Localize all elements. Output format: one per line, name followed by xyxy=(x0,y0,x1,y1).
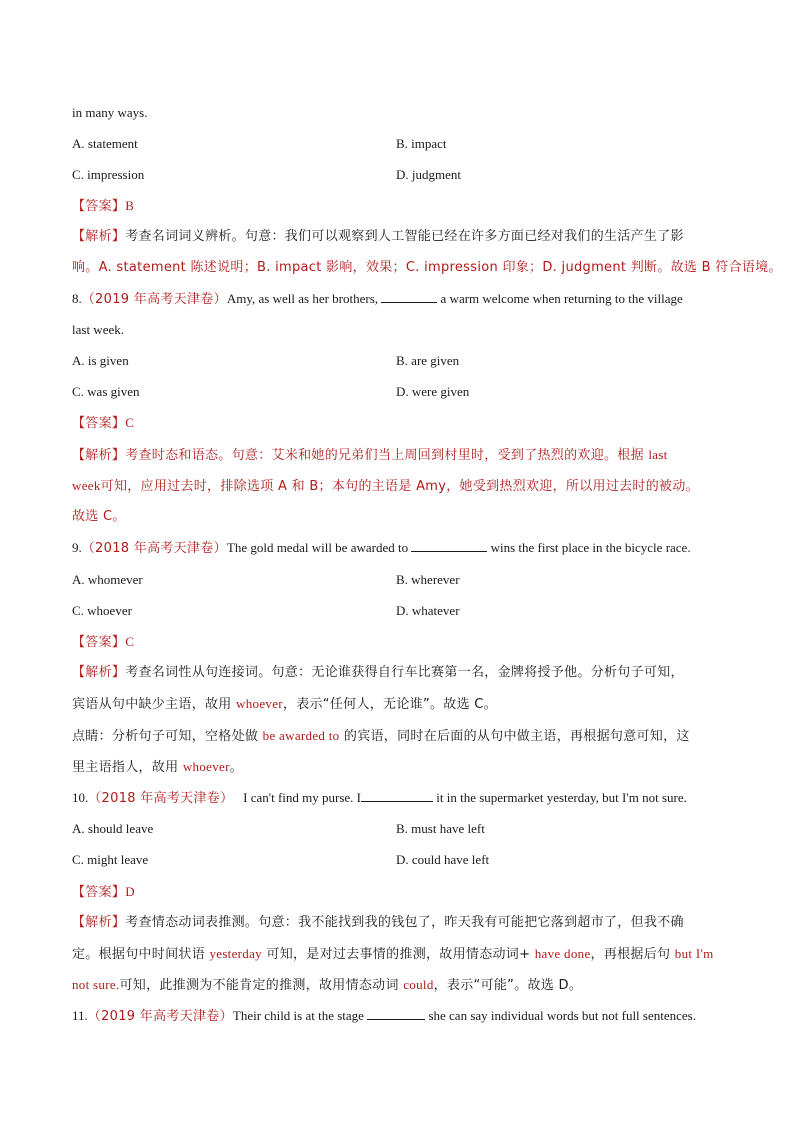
tip-text: 里主语指人，故用 xyxy=(72,760,179,775)
analysis-label: 【解析】 xyxy=(72,915,126,930)
answer-blank xyxy=(381,290,437,303)
analysis-text: ，再根据后句 xyxy=(590,947,671,962)
analysis-keyword: not sure. xyxy=(72,977,120,992)
answer-blank xyxy=(367,1007,425,1020)
answer-value: C xyxy=(125,415,134,430)
question-number: 9. xyxy=(72,540,82,555)
q8-analysis-line3: 故选 C。 xyxy=(72,509,126,524)
q9-stem xyxy=(72,539,691,558)
q11-stem xyxy=(72,1007,696,1026)
q10-option-d: D. could have left xyxy=(396,852,490,867)
q10-analysis-line1 xyxy=(72,914,684,932)
q10-analysis-line3 xyxy=(72,976,582,995)
analysis-text: 考查情态动词表推测。句意：我不能找到我的钱包了，昨天我有可能把它落到超市了，但我不确 xyxy=(125,915,684,930)
analysis-text: 宾语从句中缺少主语，故用 xyxy=(72,697,232,712)
analysis-keyword: have done xyxy=(534,946,591,961)
analysis-label: 【解析】 xyxy=(72,665,126,680)
q8-stem xyxy=(72,290,683,309)
stem-before: Amy, as well as her brothers, xyxy=(226,291,379,306)
analysis-text: 考查名词词义辨析。句意：我们可以观察到人工智能已经在许多方面已经对我们的生活产生了影 xyxy=(125,229,684,244)
q9-option-c: C. whoever xyxy=(72,603,132,618)
question-source: （2019 年高考天津卷） xyxy=(81,292,227,307)
q9-option-a: A. whomever xyxy=(72,572,143,587)
question-number: 8. xyxy=(72,291,82,306)
q9-option-b: B. wherever xyxy=(396,572,460,587)
q9-analysis-line1 xyxy=(72,664,684,682)
question-source: （2019 年高考天津卷） xyxy=(87,1009,233,1024)
analysis-label: 【解析】 xyxy=(72,229,126,244)
analysis-text: 可知，是对过去事情的推测，故用情态动词+ xyxy=(266,947,531,962)
answer-value: C xyxy=(125,634,134,649)
q8-stem-line2: last week. xyxy=(72,322,124,337)
analysis-text: 定。根据句中时间状语 xyxy=(72,947,206,962)
answer-label: 【答案】 xyxy=(72,885,126,900)
q7-answer xyxy=(72,197,134,216)
q9-tip-line1 xyxy=(72,727,690,746)
question-number: 10. xyxy=(72,790,89,805)
tip-text: 点睛：分析句子可知，空格处做 xyxy=(72,729,259,744)
q8-option-d: D. were given xyxy=(396,384,470,399)
q7-option-b: B. impact xyxy=(396,136,447,151)
analysis-text: 考查时态和语态。句意：艾米和她的兄弟们当上周回到村里时，受到了热烈的欢迎。根据 xyxy=(125,448,644,463)
q7-option-d: D. judgment xyxy=(396,167,461,182)
analysis-text: 可知，应用过去时，排除选项 A 和 B；本句的主语是 Amy，她受到热烈欢迎，所以用过去时的被动。 xyxy=(100,479,699,494)
q8-answer xyxy=(72,414,134,433)
analysis-keyword: last xyxy=(648,447,668,462)
q9-option-d: D. whatever xyxy=(396,603,460,618)
q7-analysis-line1 xyxy=(72,228,684,246)
answer-value: D xyxy=(125,884,135,899)
analysis-keyword: yesterday xyxy=(209,946,262,961)
answer-value: B xyxy=(125,198,134,213)
stem-after: wins the first place in the bicycle race. xyxy=(490,540,691,555)
question-source: （2018 年高考天津卷） xyxy=(88,791,234,806)
analysis-text: 考查名词性从句连接词。句意：无论谁获得自行车比赛第一名，金牌将授予他。分析句子可知， xyxy=(125,665,684,680)
answer-label: 【答案】 xyxy=(72,199,126,214)
q7-option-c: C. impression xyxy=(72,167,145,182)
analysis-keyword: week xyxy=(72,478,101,493)
q10-stem xyxy=(72,789,687,808)
analysis-keyword: whoever xyxy=(236,696,283,711)
answer-label: 【答案】 xyxy=(72,416,126,431)
stem-after: a warm welcome when returning to the village xyxy=(440,291,683,306)
answer-label: 【答案】 xyxy=(72,635,126,650)
analysis-text: ，表示“任何人，无论谁”。故选 C。 xyxy=(282,697,497,712)
question-number: 11. xyxy=(72,1008,88,1023)
tip-text: 。 xyxy=(229,760,244,775)
stem-after: she can say individual words but not full sentences. xyxy=(428,1008,696,1023)
stem-before: I can't find my purse. I xyxy=(243,790,361,805)
question-source: （2018 年高考天津卷） xyxy=(81,541,227,556)
q10-option-b: B. must have left xyxy=(396,821,485,836)
answer-blank xyxy=(361,789,433,802)
analysis-text: 可知，此推测为不能肯定的推测，故用情态动词 xyxy=(119,978,399,993)
analysis-keyword: could xyxy=(403,977,434,992)
q8-option-c: C. was given xyxy=(72,384,140,399)
q10-option-a: A. should leave xyxy=(72,821,154,836)
q9-answer xyxy=(72,633,134,652)
tip-keyword: whoever xyxy=(182,759,230,774)
tip-text: 的宾语，同时在后面的从句中做主语，再根据句意可知，这 xyxy=(343,729,690,744)
q8-analysis-line2 xyxy=(72,477,699,496)
stem-before: The gold medal will be awarded to xyxy=(226,540,409,555)
q7-stem-continuation: in many ways. xyxy=(72,105,148,120)
stem-before: Their child is at the stage xyxy=(232,1008,364,1023)
q7-option-a: A. statement xyxy=(72,136,138,151)
q8-option-b: B. are given xyxy=(396,353,460,368)
q10-option-c: C. might leave xyxy=(72,852,149,867)
stem-after: it in the supermarket yesterday, but I'm not sure. xyxy=(436,790,687,805)
q10-answer xyxy=(72,883,135,902)
q9-tip-line2 xyxy=(72,758,243,777)
q10-analysis-line2 xyxy=(72,945,714,964)
q8-option-a: A. is given xyxy=(72,353,129,368)
answer-blank xyxy=(411,539,487,552)
analysis-text: ，表示“可能”。故选 D。 xyxy=(433,978,583,993)
analysis-keyword: but I'm xyxy=(674,946,714,961)
q7-analysis-line2: 响。A. statement 陈述说明；B. impact 影响，效果；C. impression 印象；D. judgment 判断。故选 B 符合语境。 xyxy=(72,260,782,275)
q9-analysis-line2 xyxy=(72,695,497,714)
q8-analysis-line1 xyxy=(72,446,668,465)
tip-keyword: be awarded to xyxy=(262,728,340,743)
analysis-label: 【解析】 xyxy=(72,448,126,463)
